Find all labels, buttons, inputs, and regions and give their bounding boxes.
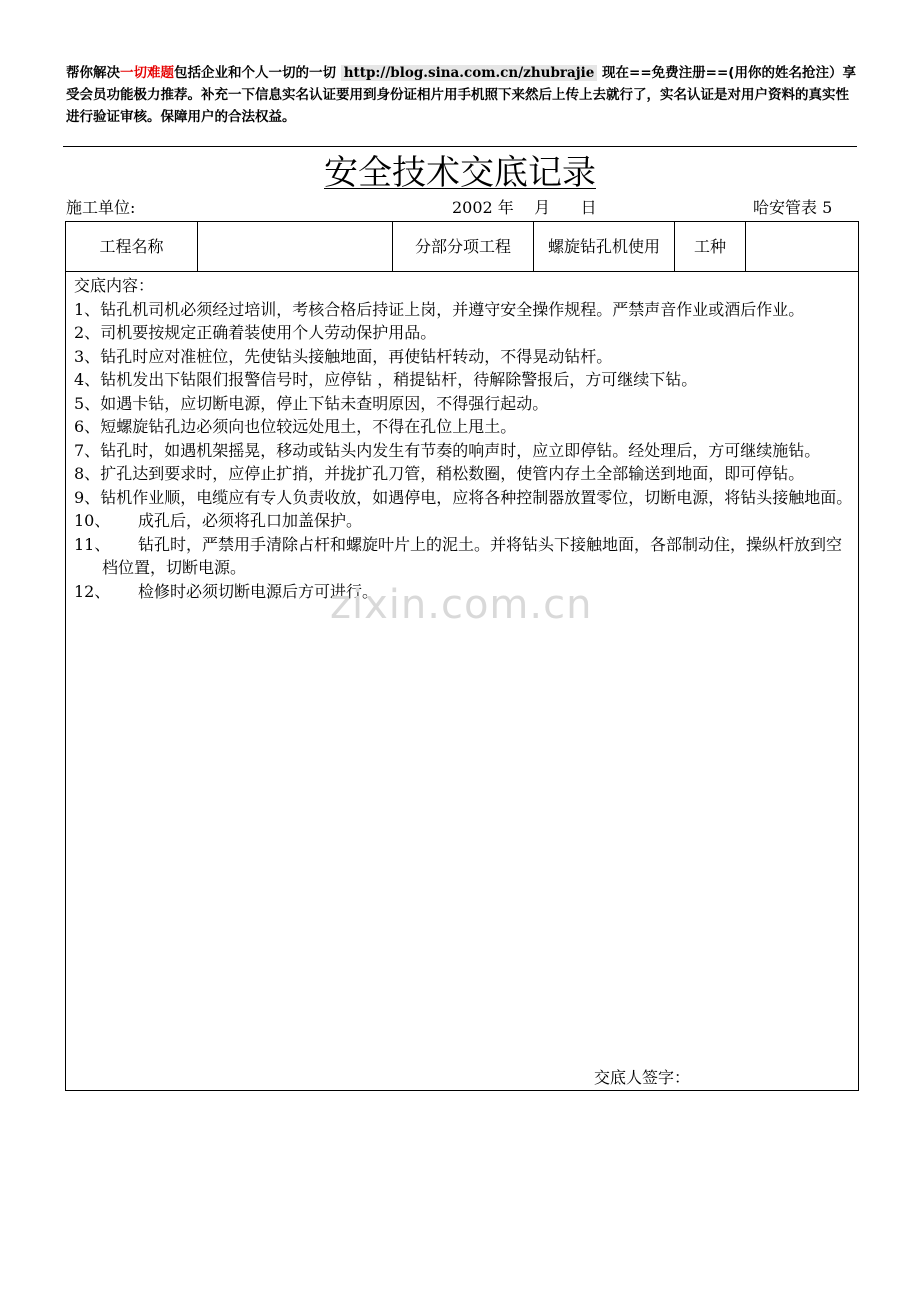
briefing-item-list xyxy=(74,298,854,604)
list-item xyxy=(74,415,854,439)
briefing-content xyxy=(74,274,854,603)
item-text: 钻机发出下钻限们报警信号时，应停钻 ，稍提钻杆，待解除警报后，方可继续下钻。 xyxy=(100,370,698,389)
item-number: 10、 xyxy=(74,511,111,530)
ad-text-1: 帮你解决 xyxy=(66,65,120,81)
item-number: 1、 xyxy=(74,299,101,319)
item-text: 成孔后，必须将孔口加盖保护。 xyxy=(138,511,363,530)
item-text: 扩孔达到要求时，应停止扩捎，并拢扩孔刀管，稍松数圈，使管内存土全部输送到地面，即可停钻。 xyxy=(100,464,805,483)
list-item xyxy=(74,321,854,345)
list-item xyxy=(74,298,854,322)
watermark-text: zixin.com.cn xyxy=(330,582,593,628)
content-heading: 交底内容： xyxy=(74,276,155,295)
record-table xyxy=(65,221,859,1091)
trade-value xyxy=(745,222,858,271)
item-number: 12、 xyxy=(74,581,111,601)
item-text: 检修时必须切断电源后方可进行。 xyxy=(138,581,379,601)
list-item xyxy=(74,439,854,463)
header-advertisement xyxy=(66,62,858,128)
sub-project-value: 螺旋钻孔机使用 xyxy=(533,222,674,271)
list-item xyxy=(74,392,854,416)
list-item xyxy=(74,486,854,510)
item-number: 2、 xyxy=(74,323,101,342)
item-text: 钻孔时应对准桩位，先使钻头接触地面，再使钻杆转动，不得晃动钻杆。 xyxy=(100,346,613,366)
ad-url-link[interactable]: http://blog.sina.com.cn/zhubrajie xyxy=(341,65,598,81)
item-number: 9、 xyxy=(74,487,101,507)
list-item xyxy=(74,345,854,369)
project-name-label: 工程名称 xyxy=(99,236,164,256)
trade-label: 工种 xyxy=(674,222,745,271)
item-text: 钻孔机司机必须经过培训，考核合格后持证上岗，并遵守安全操作规程。严禁声音作业或酒后作业。 xyxy=(100,299,805,319)
list-item xyxy=(74,462,854,486)
ad-text-2: 包括企业和个人一切的一切 xyxy=(174,65,341,81)
item-number: 11、 xyxy=(74,534,111,554)
list-item xyxy=(74,368,854,392)
record-date: 2002 年 月 日 xyxy=(452,198,597,217)
table-header-row xyxy=(66,222,858,272)
item-text: 钻孔时，如遇机架摇晃，移动或钻头内发生有节奏的响声时，应立即停钻。经处理后，方可继续施钻。 xyxy=(100,440,821,460)
construction-unit-label: 施工单位: xyxy=(66,198,136,217)
list-item xyxy=(74,509,854,533)
item-text: 短螺旋钻孔边必须向也位较远处甩土，不得在孔位上甩土。 xyxy=(100,417,517,436)
item-number: 4、 xyxy=(74,370,101,389)
item-text: 钻机作业顺，电缆应有专人负责收放，如遇停电，应将各种控制器放置零位，切断电源，将钻头接触地面。 xyxy=(100,487,853,507)
item-text: 如遇卡钻，应切断电源，停止下钻未查明原因，不得强行起动。 xyxy=(100,393,549,413)
item-number: 8、 xyxy=(74,464,101,483)
signature-label: 交底人签字： xyxy=(594,1068,691,1087)
document-title: 安全技术交底记录 xyxy=(324,153,596,193)
item-number: 3、 xyxy=(74,346,101,366)
item-text: 司机要按规定正确着装使用个人劳动保护用品。 xyxy=(100,323,437,342)
header-divider xyxy=(63,146,857,147)
ad-highlight: 一切难题 xyxy=(120,65,174,81)
list-item xyxy=(74,533,854,580)
item-text: 钻孔时，严禁用手清除占杆和螺旋叶片上的泥土。并将钻头下接触地面，各部制动住，操纵杆放到空档位置，切断电源。 xyxy=(102,534,843,577)
form-number: 哈安管表 5 xyxy=(753,198,833,217)
sub-project-label: 分部分项工程 xyxy=(392,222,533,271)
item-number: 5、 xyxy=(74,393,101,413)
item-number: 7、 xyxy=(74,440,101,460)
project-name-value xyxy=(197,222,392,271)
item-number: 6、 xyxy=(74,417,101,436)
ad-text-3: 现在==免费注册==(用你的姓名抢注）享受会员功能极力推荐。补充一下信息实名认证要用到身份证相片用手机照下来然后上传上去就行了，实名认证是对用户资料的真实性进行验证审核。保障用户的合法权益。 xyxy=(66,65,856,125)
